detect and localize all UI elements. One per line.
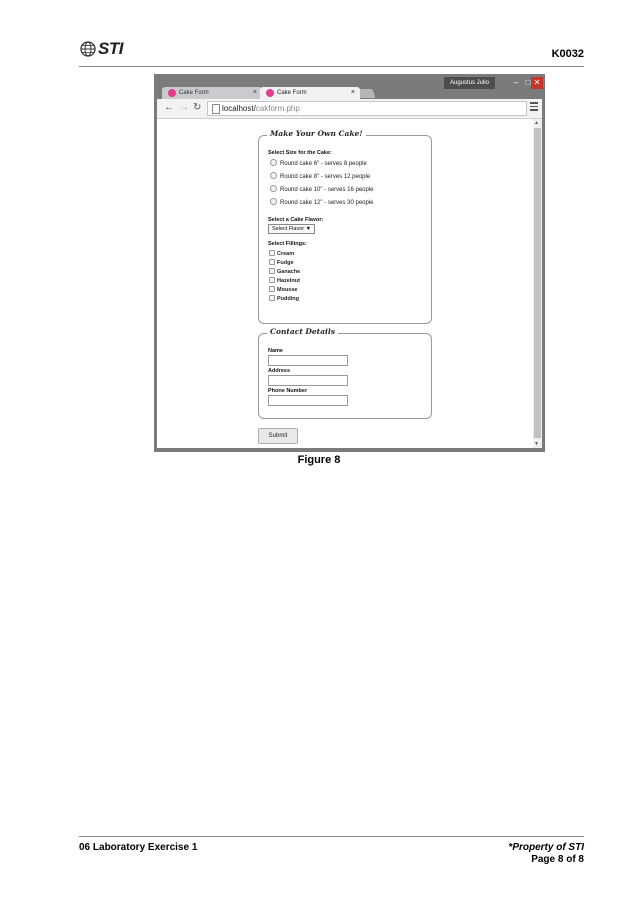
forward-arrow-icon[interactable]: → (179, 102, 189, 113)
radio-icon[interactable] (270, 172, 277, 179)
minimize-icon[interactable]: – (513, 78, 519, 87)
logo-text: STI (98, 39, 123, 58)
scrollbar-thumb[interactable] (534, 128, 541, 438)
name-field[interactable] (268, 355, 348, 366)
checkbox-icon[interactable] (269, 259, 275, 265)
filling-checkbox-fudge[interactable]: Fudge (269, 259, 294, 266)
footer-divider (79, 836, 584, 837)
flavor-select[interactable] (268, 224, 315, 234)
size-radio-6[interactable]: Round cake 6" - serves 8 people (270, 159, 367, 167)
address-label: Address (268, 368, 291, 374)
phone-label: Phone Number (268, 388, 308, 394)
radio-icon[interactable] (270, 185, 277, 192)
size-radio-8[interactable]: Round cake 8" - serves 12 people (270, 172, 370, 180)
cake-fieldset (258, 129, 432, 324)
browser-toolbar (157, 99, 542, 119)
page-icon (212, 104, 220, 114)
checkbox-icon[interactable] (269, 286, 275, 292)
tab-cake-form-1[interactable] (162, 87, 262, 99)
tab-cake-form-2[interactable] (260, 87, 360, 99)
user-profile-chip[interactable]: Augustus Julio (444, 77, 495, 89)
filling-checkbox-pudding[interactable]: Pudding (269, 295, 299, 302)
flavor-label: Select a Cake Flavor: (268, 217, 324, 223)
radio-icon[interactable] (270, 159, 277, 166)
globe-icon (80, 41, 96, 57)
header-divider (79, 66, 584, 67)
figure-caption: Figure 8 (297, 454, 341, 466)
favicon-icon (266, 89, 274, 97)
flavor-selected-value: Select Flavor (272, 226, 305, 232)
footer-title: 06 Laboratory Exercise 1 (79, 842, 198, 853)
course-code: K0032 (551, 48, 584, 60)
footer-property: *Property of STI (508, 842, 584, 853)
size-radio-10[interactable]: Round cake 10" - serves 16 people (270, 185, 374, 193)
scroll-up-icon[interactable]: ▲ (534, 120, 539, 126)
filling-checkbox-hazelnut[interactable]: Hazelnut (269, 277, 300, 284)
filling-checkbox-mousse[interactable]: Mousse (269, 286, 297, 293)
filling-checkbox-cream[interactable]: Cream (269, 250, 294, 257)
filling-checkbox-ganache[interactable]: Ganache (269, 268, 300, 275)
size-label: Select Size for the Cake: (268, 150, 332, 156)
url-path: cakform.php (255, 104, 300, 113)
footer-right (508, 842, 584, 866)
hamburger-menu-icon[interactable] (530, 102, 538, 113)
checkbox-icon[interactable] (269, 268, 275, 274)
sti-logo (80, 40, 123, 58)
cake-legend: Make Your Own Cake! (267, 129, 366, 138)
radio-icon[interactable] (270, 198, 277, 205)
scroll-down-icon[interactable]: ▼ (534, 441, 539, 447)
reload-icon[interactable]: ↻ (193, 102, 202, 113)
page-viewport (157, 119, 533, 448)
favicon-icon (168, 89, 176, 97)
close-window-icon[interactable]: ✕ (531, 77, 543, 89)
footer-page-number: Page 8 of 8 (531, 854, 584, 865)
address-bar[interactable] (207, 101, 527, 116)
scrollbar[interactable] (533, 119, 542, 448)
back-arrow-icon[interactable]: ← (164, 102, 174, 113)
contact-legend: Contact Details (267, 327, 338, 336)
submit-button[interactable]: Submit (258, 428, 298, 444)
address-field[interactable] (268, 375, 348, 386)
browser-window (154, 74, 545, 452)
tab-label: Cake Form (179, 90, 209, 96)
tab-close-icon[interactable]: × (252, 89, 257, 96)
url-host: localhost/ (222, 104, 256, 113)
dropdown-arrow-icon: ▼ (305, 226, 312, 232)
maximize-icon[interactable]: □ (525, 78, 531, 87)
contact-fieldset (258, 327, 432, 419)
checkbox-icon[interactable] (269, 295, 275, 301)
phone-field[interactable] (268, 395, 348, 406)
checkbox-icon[interactable] (269, 277, 275, 283)
fillings-label: Select Fillings: (268, 241, 307, 247)
tab-close-icon[interactable]: × (350, 89, 355, 96)
tab-label: Cake Form (277, 90, 307, 96)
checkbox-icon[interactable] (269, 250, 275, 256)
name-label: Name (268, 348, 283, 354)
size-radio-12[interactable]: Round cake 12" - serves 30 people (270, 198, 374, 206)
